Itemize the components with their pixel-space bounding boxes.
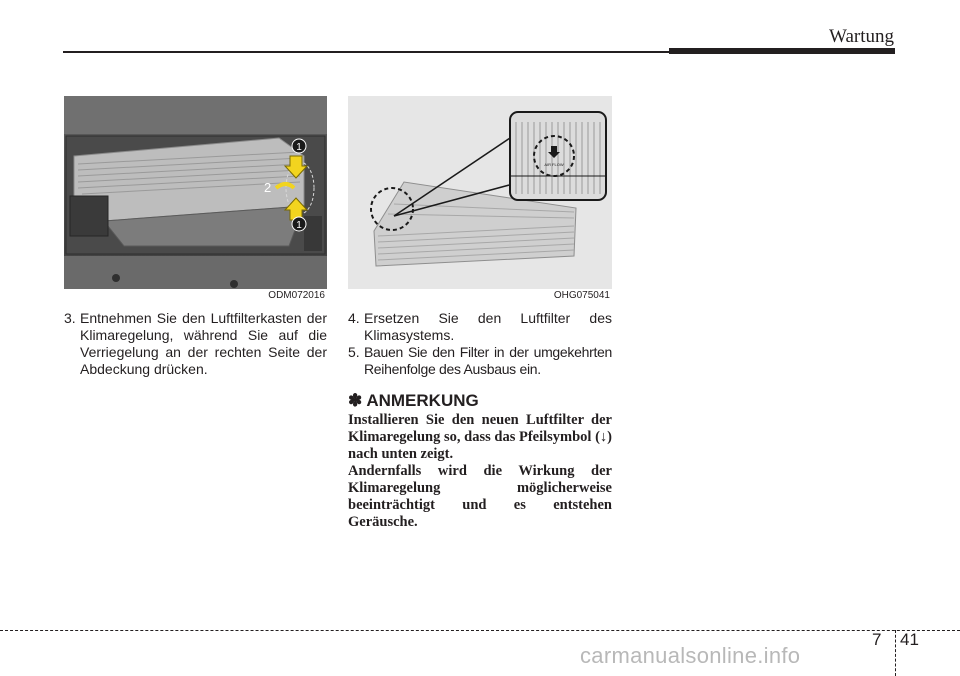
header-rule bbox=[63, 51, 669, 53]
callout-1-bottom: 1 bbox=[296, 220, 302, 231]
section-title: Wartung bbox=[829, 26, 894, 47]
note-heading: ✽ ANMERKUNG bbox=[348, 391, 479, 410]
step-4 bbox=[348, 310, 612, 344]
note-paragraph: Andernfalls wird die Wirkung der Klimaregelung möglicherweise beeinträchtigt und es entstehen Geräusche. bbox=[348, 463, 612, 530]
chapter-number: 7 bbox=[872, 630, 882, 649]
step-text: Entnehmen Sie den Luftfilterkasten der Klimaregelung, während Sie auf die Verriegelung an der rechten Seite der Abdeckung drücken. bbox=[80, 310, 327, 377]
figure-caption: OHG075041 bbox=[348, 289, 612, 303]
filter-housing-illustration bbox=[64, 96, 327, 289]
step-number: 3. bbox=[64, 310, 76, 326]
step-text: Ersetzen Sie den Luftfilter des Klimasystems. bbox=[364, 310, 612, 343]
watermark: carmanualsonline.info bbox=[580, 643, 801, 668]
step-3 bbox=[64, 310, 327, 378]
figure-filter-arrow bbox=[348, 96, 612, 303]
note-paragraph: Installieren Sie den neuen Luftfilter der Klimaregelung so, dass das Pfeilsymbol (↓) nach unten zeigt. bbox=[348, 412, 612, 462]
figure-filter-housing bbox=[64, 96, 327, 303]
filter-arrow-illustration bbox=[348, 96, 612, 289]
page-number: 41 bbox=[900, 630, 919, 649]
air-flow-label: AIR FLOW bbox=[544, 162, 564, 167]
step-text: Bauen Sie den Filter in der umgekehrten Reihenfolge des Ausbaus ein. bbox=[364, 344, 612, 377]
step-number: 5. bbox=[348, 344, 360, 360]
step-number: 4. bbox=[348, 310, 360, 326]
note-body bbox=[348, 412, 612, 531]
header-rule-accent bbox=[669, 48, 895, 54]
callout-2: 2 bbox=[264, 180, 272, 195]
footer-rule bbox=[0, 630, 960, 631]
footer-divider bbox=[895, 630, 896, 676]
step-5 bbox=[348, 344, 612, 378]
figure-caption: ODM072016 bbox=[64, 289, 327, 303]
callout-1-top: 1 bbox=[296, 142, 302, 153]
